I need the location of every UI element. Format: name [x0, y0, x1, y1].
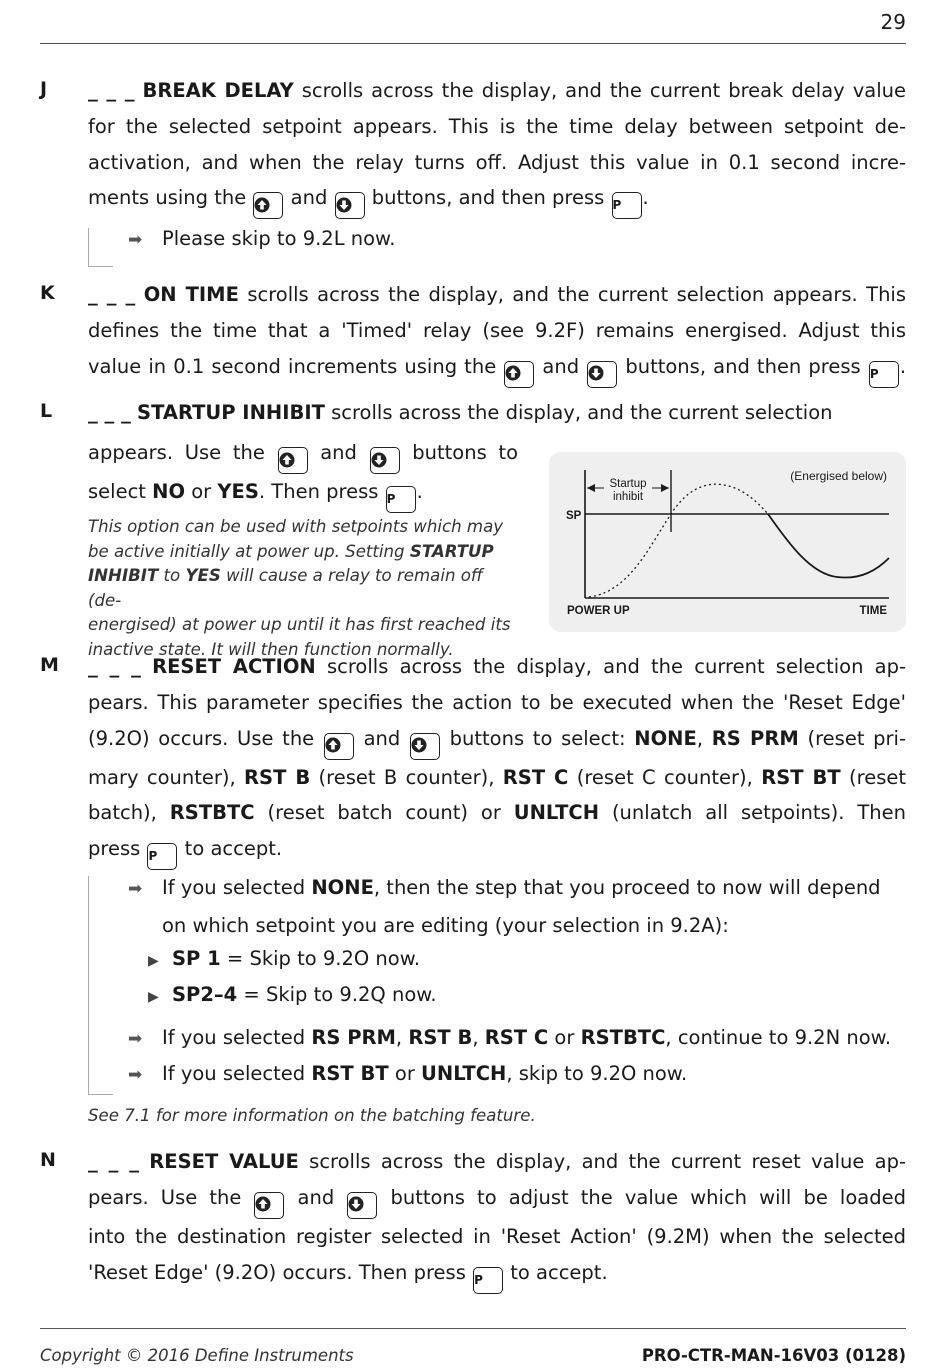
startup-inhibit-description: This option can be used with setpoints which may be active initially at power up. Setting STARTUP INHIBIT to YES will cause a relay to remain off (de- energised) at power up until it has first reached its inactive state. It will then function normally. [88, 517, 511, 659]
batching-reference: See 7.1 for more information on the batching feature. [88, 1106, 536, 1125]
arrow-right-icon: ➡ [128, 230, 143, 250]
up-arrow-key-icon [253, 192, 283, 219]
section-letter-j: J [40, 78, 48, 100]
sub-item-sp2-4: ▶ SP2–4 = Skip to 9.2Q now. [148, 977, 437, 1016]
up-arrow-key-icon [254, 1192, 284, 1219]
note-j: ➡ Please skip to 9.2L now. [88, 221, 395, 259]
section-n-text: _ _ _ RESET VALUE scrolls across the display, and the current reset value ap- pears. Use the and buttons to adjust the value which will be loaded into the destination register selected in 'Reset Action' (9.2M) when the selected 'Reset Edge' (9.2O) occurs. Then press P to accept. [88, 1144, 906, 1294]
section-l-text: appears. Use the and buttons to select NO or YES. Then press P . [88, 435, 518, 513]
label-inhibit: inhibit [612, 491, 644, 503]
down-arrow-key-icon [370, 447, 400, 474]
label-time: TIME [859, 605, 887, 617]
section-letter-m: M [40, 654, 59, 676]
label-power-up: POWER UP [567, 605, 630, 617]
up-arrow-key-icon [278, 447, 308, 474]
diagram-svg [549, 452, 906, 632]
down-arrow-key-icon [335, 192, 365, 219]
down-arrow-key-icon [587, 361, 617, 388]
p-key-icon: P [869, 361, 899, 388]
page-number: 29 [880, 10, 906, 34]
p-key-icon: P [612, 192, 642, 219]
sub-item-sp1: ▶ SP 1 = Skip to 9.2O now. [148, 941, 420, 980]
note-m-none: ➡ If you selected NONE, then the step that you proceed to now will depend on which setpoint you are editing (your selection in 9.2A): [88, 870, 906, 944]
section-l-heading: _ _ _ STARTUP INHIBIT scrolls across the display, and the current selection [88, 401, 833, 424]
arrow-left-icon [587, 484, 595, 492]
label-energised-below: (Energised below) [790, 469, 887, 483]
up-arrow-key-icon [324, 733, 354, 760]
param-name-startup-inhibit: STARTUP INHIBIT [137, 401, 325, 424]
triangle-bullet-icon: ▶ [148, 989, 159, 1005]
triangle-bullet-icon: ▶ [148, 953, 159, 969]
arrow-right-icon [661, 484, 669, 492]
label-startup: Startup [609, 478, 647, 490]
footer-copyright: Copyright © 2016 Define Instruments [40, 1346, 354, 1365]
param-name-on-time: ON TIME [143, 283, 239, 306]
arrow-right-icon: ➡ [128, 1029, 143, 1049]
p-key-icon: P [386, 486, 416, 513]
startup-inhibit-diagram [549, 452, 906, 632]
up-arrow-key-icon [504, 361, 534, 388]
down-arrow-key-icon [410, 733, 440, 760]
header-rule [40, 43, 906, 44]
section-k-text: _ _ _ ON TIME scrolls across the display, and the current selection appears. This defines the time that a 'Timed' relay (see 9.2F) remains energised. Adjust this value in 0.1 second increments using the and buttons, and then press P . [88, 277, 906, 388]
note-m-rsprm: ➡ If you selected RS PRM, RST B, RST C or RSTBTC, continue to 9.2N now. [88, 1020, 891, 1058]
param-name-reset-value: RESET VALUE [149, 1150, 299, 1173]
footer-rule [40, 1328, 906, 1329]
p-key-icon: P [147, 843, 177, 870]
p-key-icon: P [473, 1267, 503, 1294]
param-name-break-delay: BREAK DELAY [142, 79, 294, 102]
section-letter-l: L [40, 400, 53, 422]
dashes: _ _ _ [88, 79, 135, 102]
down-arrow-key-icon [347, 1192, 377, 1219]
label-sp: SP [566, 510, 582, 522]
arrow-right-icon: ➡ [128, 879, 143, 899]
footer-doc-code: PRO-CTR-MAN-16V03 (0128) [641, 1346, 906, 1365]
section-letter-n: N [40, 1149, 56, 1171]
section-letter-k: K [40, 282, 55, 304]
section-m-text: _ _ _ RESET ACTION scrolls across the display, and the current selection ap- pears. This parameter specifies the action to be executed when the 'Reset Edge' (9.2O) occurs. Use the and buttons to select: NONE, RS PRM (reset pri- mary counter), RST B (reset B counter), RST C (reset C counter), RST BT (reset batch), RSTBTC (reset batch count) or UNLTCH (unlatch all setpoints). Then press P to accept. [88, 649, 906, 870]
param-name-reset-action: RESET ACTION [152, 655, 316, 678]
arrow-right-icon: ➡ [128, 1065, 143, 1085]
note-m-rstbt: ➡ If you selected RST BT or UNLTCH, skip to 9.2O now. [88, 1056, 687, 1094]
active-signal-curve [768, 514, 889, 578]
section-j-text: _ _ _ BREAK DELAY scrolls across the display, and the current break delay value for the selected setpoint appears. This is the time delay between setpoint de- activation, and when the relay turns off. Adjust this value in 0.1 second incre- ments using the and buttons, and then press P . [88, 73, 906, 219]
